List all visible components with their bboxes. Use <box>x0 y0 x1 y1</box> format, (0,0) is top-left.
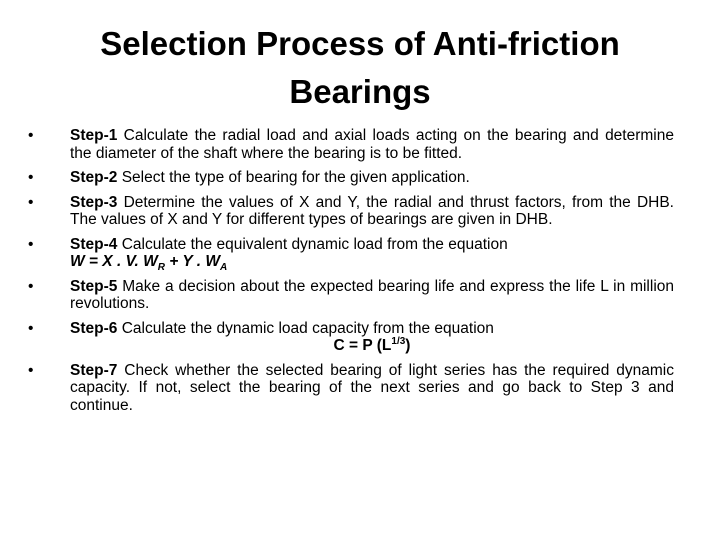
bullet-icon: • <box>28 361 34 379</box>
step-text: Determine the values of X and Y, the radial and thrust factors, from the DHB. The values of X and Y for different types of bearings are given in DHB. <box>70 193 674 228</box>
list-item <box>28 194 674 229</box>
step-label: Step-1 <box>70 127 118 144</box>
list-item <box>28 278 674 313</box>
step-text: Select the type of bearing for the given application. <box>121 169 470 186</box>
step-label: Step-5 <box>70 277 118 295</box>
list-item <box>28 127 674 162</box>
step-text: Check whether the selected bearing of light series has the required dynamic capacity. If not, select the bearing of the next series and go back to Step 3 and continue. <box>70 361 675 414</box>
list-item <box>28 362 674 415</box>
bullet-icon: • <box>28 235 34 253</box>
bullet-icon: • <box>28 277 34 295</box>
equivalent-load-equation: W = X . V. $W_R + Y$ . $W_A$ <box>70 253 228 274</box>
step-label: Step-6 <box>70 319 118 337</box>
list-item <box>28 169 674 187</box>
slide-title: Selection Process of Anti-friction Bearings <box>100 25 620 110</box>
steps-list <box>28 127 674 414</box>
bullet-icon: • <box>28 193 34 211</box>
list-item <box>28 235 674 274</box>
step-text: Make a decision about the expected bearing life and express the life L in million revolutions. <box>70 277 674 312</box>
step-label: Step-7 <box>70 361 118 379</box>
step-text: Calculate the radial load and axial loads acting on the bearing and determine the diameter of the shaft where the bearing is to be fitted. <box>70 127 674 162</box>
step-text: Calculate the dynamic load capacity from the equation <box>121 319 494 337</box>
bullet-icon: • <box>28 127 34 144</box>
bullet-icon: • <box>28 319 34 337</box>
step-label: Step-2 <box>70 169 118 186</box>
step-label: Step-4 <box>70 235 118 253</box>
load-capacity-equation: C = P $(L^{1/3})$ <box>333 335 411 354</box>
list-item <box>28 320 674 355</box>
step-label: Step-3 <box>70 193 118 211</box>
step-text: Calculate the equivalent dynamic load from the equation <box>121 235 508 253</box>
bullet-icon: • <box>28 169 34 186</box>
